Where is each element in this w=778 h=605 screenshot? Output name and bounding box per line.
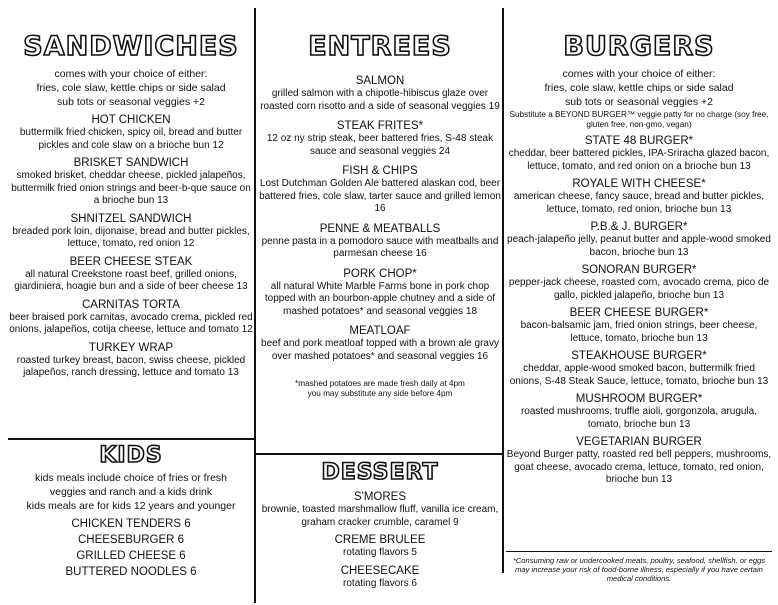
intro-line: kids meals include choice of fries or fresh [35, 472, 227, 484]
item-desc: buttermilk fried chicken, spicy oil, bread and butter pickles and cole slaw on a brioche bun 12 [19, 127, 243, 151]
item-desc: cheddar, beer battered pickles, IPA-Sriracha glazed bacon, lettuce, tomato, and red onion on a brioche bun 13 [508, 148, 770, 172]
item-desc: Beyond Burger patty, roasted red bell peppers, mushrooms, goat cheese, avocado crema, lettuce, tomato, red onion, brioche bun 13 [506, 449, 772, 485]
menu-item [506, 220, 772, 259]
menu-item [258, 490, 502, 529]
beyond-burger-note: Substitute a BEYOND BURGER™ veggie patty for no charge (soy free, gluten free, non-gmo, vegan) [509, 110, 769, 129]
burgers-title: BURGERS [563, 31, 715, 62]
intro-line: comes with your choice of either: [54, 68, 208, 80]
menu-item [258, 222, 502, 261]
kids-section [8, 443, 254, 580]
item-desc: pepper-jack cheese, roasted corn, avocado crema, pico de gallo, pickled jalapeño, brioche bun 13 [508, 277, 770, 301]
kids-item: CHEESEBURGER 6 [77, 534, 185, 546]
intro-line: fries, cole slaw, kettle chips or side salad [544, 82, 734, 94]
item-desc: Lost Dutchman Golden Ale battered alaskan cod, beer battered fries, cole slaw, tarter sauce and grilled lemon 16 [259, 178, 501, 214]
item-name: P.B.& J. BURGER* [590, 221, 688, 233]
item-desc: 12 oz ny strip steak, beer battered fries, S-48 steak sauce and seasonal veggies 24 [266, 133, 494, 157]
item-desc: grilled salmon with a chipotle-hibiscus glaze over roasted corn risotto and a side of seasonal veggies 19 [260, 88, 500, 112]
menu-item [258, 533, 502, 560]
entrees-section [258, 30, 502, 399]
intro-line: sub tots or seasonal veggies +2 [57, 96, 205, 108]
item-desc: roasted turkey breast, bacon, swiss cheese, pickled jalapeños, ranch dressing, lettuce and tomato 13 [16, 354, 246, 378]
menu-item [258, 119, 502, 158]
item-desc: american cheese, fancy sauce, bread and butter pickles, lettuce, tomato, red onion, brioche bun 13 [513, 191, 765, 215]
menu-item [506, 306, 772, 345]
mashed-potato-note [258, 379, 502, 399]
menu-item [8, 156, 254, 208]
item-name: STATE 48 BURGER* [584, 135, 694, 147]
menu-item [258, 74, 502, 113]
menu-item [506, 349, 772, 388]
item-name: BEER CHEESE BURGER* [569, 307, 709, 319]
burgers-section [506, 30, 772, 487]
dessert-section [258, 460, 502, 590]
item-desc: rotating flavors 6 [343, 577, 417, 589]
item-desc: roasted mushrooms, truffle aioli, gorgonzola, arugula, tomato, brioche bun 13 [520, 406, 758, 430]
menu-item [506, 435, 772, 487]
dessert-title: DESSERT [321, 460, 439, 485]
item-desc: cheddar, apple-wood smoked bacon, buttermilk fried onions, S-48 Steak Sauce, lettuce, tomato, brioche bun 13 [509, 363, 769, 387]
menu-item [258, 564, 502, 591]
intro-line: fries, cole slaw, kettle chips or side salad [36, 82, 226, 94]
item-name: FISH & CHIPS [342, 165, 418, 177]
item-name: SALMON [355, 75, 405, 87]
item-desc: all natural White Marble Farms bone in pork chop topped with an bourbon-apple chutney and a side of mashed potatoes* and seasonal veggies 18 [264, 280, 496, 317]
column-divider [502, 8, 504, 573]
item-desc: beef and pork meatloaf topped with a brown ale gravy over mashed potatoes* and seasonal veggies 16 [261, 338, 499, 362]
burgers-intro [506, 67, 772, 109]
item-name: CREME BRULEE [334, 534, 426, 546]
section-divider [8, 438, 254, 440]
item-name: VEGETARIAN BURGER [576, 436, 702, 448]
menu-item [8, 212, 254, 251]
item-name: MEATLOAF [349, 325, 411, 337]
entrees-title: ENTREES [308, 31, 452, 62]
item-name: PENNE & MEATBALLS [319, 222, 441, 235]
intro-line: sub tots or seasonal veggies +2 [565, 96, 713, 108]
menu-item [506, 263, 772, 302]
menu-item [8, 113, 254, 152]
note-line: you may substitute any side before 4pm [307, 389, 453, 398]
sandwiches-intro [8, 67, 254, 109]
item-desc: all natural Creekstone roast beef, grilled onions, giardiniera, hoagie bun and a side of beer cheese 13 [14, 268, 248, 292]
item-name: STEAK FRITES* [336, 120, 424, 132]
menu-item [8, 255, 254, 294]
item-name: PORK CHOP* [343, 267, 417, 280]
item-desc: brownie, toasted marshmallow fluff, vanilla ice cream, graham cracker crumble, caramel 9 [261, 504, 499, 528]
menu-item [258, 164, 502, 216]
item-name: BRISKET SANDWICH [73, 157, 189, 169]
menu-item [258, 324, 502, 363]
item-name: CHEESECAKE [340, 564, 420, 577]
item-desc: beer braised pork carnitas, avocado crema, pickled red onions, jalapeños, cotija cheese, lettuce and tomato 12 [9, 311, 253, 335]
kids-item: CHICKEN TENDERS 6 [71, 518, 191, 530]
item-name: ROYALE WITH CHEESE* [572, 178, 706, 190]
menu-item [506, 177, 772, 216]
item-name: MUSHROOM BURGER* [575, 393, 703, 405]
item-name: S'MORES [353, 491, 407, 503]
sandwiches-section [8, 30, 254, 380]
menu-item [506, 392, 772, 431]
kids-item: BUTTERED NOODLES 6 [65, 566, 197, 578]
item-name: STEAKHOUSE BURGER* [571, 350, 707, 362]
item-desc: smoked brisket, cheddar cheese, pickled jalapeños, buttermilk fried onion strings and beer-b-que sauce on a brioche bun 13 [11, 170, 251, 206]
intro-line: veggies and ranch and a kids drink [49, 486, 213, 498]
item-desc: penne pasta in a pomodoro sauce with meatballs and parmesan cheese 16 [261, 235, 499, 259]
menu-item [506, 134, 772, 173]
menu-item [258, 267, 502, 319]
item-desc: breaded pork loin, dijonaise, bread and butter pickles, lettuce, tomato, red onion 12 [12, 225, 250, 249]
menu-item [8, 298, 254, 337]
section-divider [256, 453, 502, 455]
item-desc: peach-jalapeño jelly, peanut butter and apple-wood smoked bacon, brioche bun 13 [507, 234, 771, 258]
intro-line: kids meals are for kids 12 years and younger [26, 500, 236, 512]
item-desc: rotating flavors 5 [343, 547, 417, 558]
item-name: BEER CHEESE STEAK [69, 255, 193, 268]
sandwiches-title: SANDWICHES [23, 31, 239, 62]
column-divider [254, 8, 256, 603]
item-name: CARNITAS TORTA [82, 298, 180, 311]
food-safety-disclaimer: *Consuming raw or undercooked meats, poultry, seafood, shellfish, or eggs may increase your risk of food-borne illness, especially if you have certain medical conditions. [512, 556, 766, 583]
kids-title: KIDS [99, 443, 163, 468]
item-name: SONORAN BURGER* [581, 264, 697, 276]
intro-line: comes with your choice of either: [562, 68, 716, 80]
menu-item [8, 341, 254, 380]
item-desc: bacon-balsamic jam, fried onion strings, beer cheese, lettuce, tomato, brioche bun 13 [520, 320, 758, 344]
kids-item: GRILLED CHEESE 6 [76, 550, 186, 562]
item-name: TURKEY WRAP [88, 341, 174, 354]
kids-intro [8, 471, 254, 513]
disclaimer-divider [506, 551, 772, 552]
note-line: *mashed potatoes are made fresh daily at 4pm [295, 379, 465, 388]
item-name: HOT CHICKEN [91, 114, 171, 126]
item-name: SHNITZEL SANDWICH [70, 212, 192, 225]
